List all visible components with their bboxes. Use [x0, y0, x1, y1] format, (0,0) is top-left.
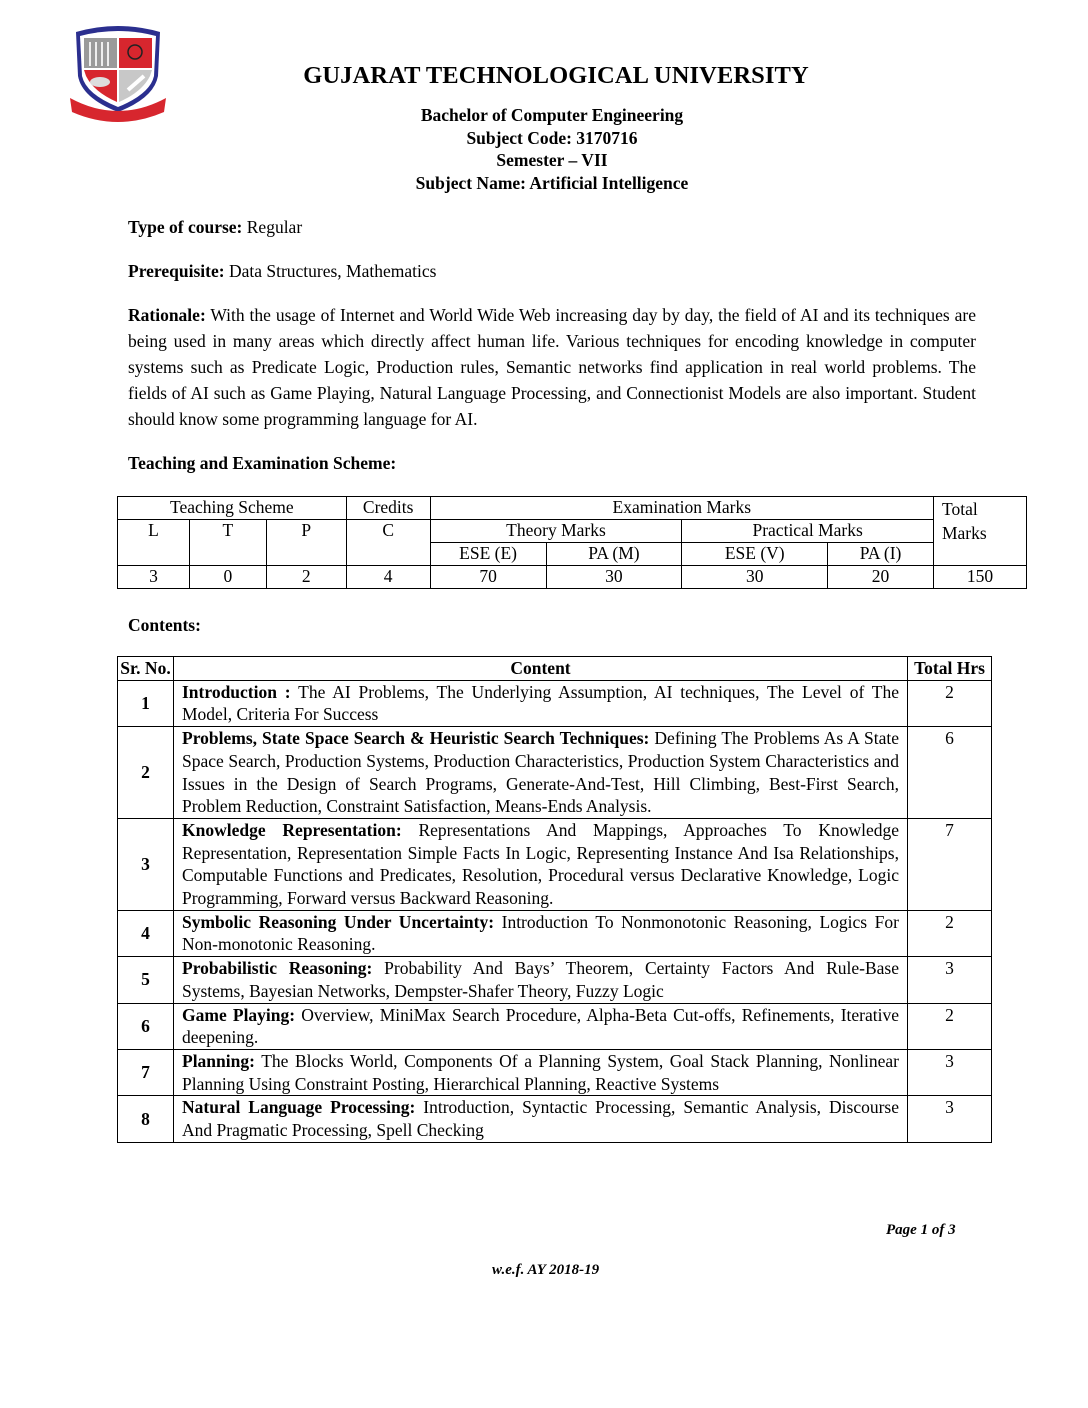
value-P: 2	[266, 566, 346, 589]
header-theory-marks: Theory Marks	[430, 520, 682, 543]
value-pa-i: 20	[828, 566, 934, 589]
row-text: Introduction, Syntactic Processing, Semantic Analysis, Discourse And Pragmatic Processing, Spell Checking	[182, 1097, 899, 1141]
header-P: P	[266, 520, 346, 566]
subject-header	[352, 104, 752, 194]
row-sr: 2	[118, 727, 174, 819]
row-hrs: 3	[908, 1049, 992, 1095]
row-content	[174, 910, 908, 956]
scheme-values-row	[118, 566, 1027, 589]
subject-code: Subject Code: 3170716	[466, 127, 638, 148]
row-title: Natural Language Processing:	[182, 1097, 416, 1118]
type-of-course	[128, 214, 976, 240]
row-text: The AI Problems, The Underlying Assumption, AI techniques, The Level of The Model, Criteria For Success	[182, 681, 899, 725]
row-title: Symbolic Reasoning Under Uncertainty:	[182, 911, 495, 932]
contents-table	[117, 656, 992, 1143]
row-hrs: 6	[908, 727, 992, 819]
row-content	[174, 727, 908, 819]
row-sr: 8	[118, 1096, 174, 1142]
row-content	[174, 680, 908, 726]
table-row	[118, 818, 992, 910]
prerequisite-label: Prerequisite:	[128, 261, 225, 281]
header-ese-e: ESE (E)	[430, 543, 546, 566]
header-total-marks: Total Marks	[933, 497, 1026, 566]
row-content	[174, 1003, 908, 1049]
row-sr: 6	[118, 1003, 174, 1049]
row-content	[174, 957, 908, 1003]
row-sr: 4	[118, 910, 174, 956]
rationale-text: With the usage of Internet and World Wide Web increasing day by day, the field of AI and its techniques are being used in many areas which directly affect human life. Various techniques for encoding knowledge in computer systems such as Predicate Logic, Production rules, Semantic networks find application in real world problems. The fields of AI such as Game Playing, Natural Language Processing, and Connectionist Models are also important. Student should know some programming language for AI.	[128, 305, 976, 429]
value-ese-e: 70	[430, 566, 546, 589]
row-sr: 5	[118, 957, 174, 1003]
value-total: 150	[933, 566, 1026, 589]
header-exam-marks: Examination Marks	[430, 497, 933, 520]
type-of-course-value: Regular	[242, 217, 303, 237]
value-T: 0	[189, 566, 266, 589]
column-total-hrs: Total Hrs	[908, 657, 992, 681]
page-number: Page 1 of 3	[886, 1222, 956, 1238]
teaching-exam-scheme-table	[117, 496, 1027, 589]
row-content	[174, 1096, 908, 1142]
table-row	[118, 680, 992, 726]
header-pa-m: PA (M)	[546, 543, 682, 566]
rationale-label: Rationale:	[128, 305, 206, 325]
header-ese-v: ESE (V)	[682, 543, 828, 566]
value-pa-m: 30	[546, 566, 682, 589]
row-text: Overview, MiniMax Search Procedure, Alpha-Beta Cut-offs, Refinements, Iterative deepening.	[182, 1004, 899, 1048]
row-content	[174, 818, 908, 910]
row-text: Representations And Mappings, Approaches To Knowledge Representation, Representation Simple Facts In Logic, Representing Instance And Isa Relationships, Computable Functions and Predicates, Resolution, Procedural versus Declarative Knowledge, Logic Programming, Forward versus Backward Reasoning.	[182, 819, 900, 909]
scheme-heading: Teaching and Examination Scheme:	[128, 453, 397, 473]
value-C: 4	[346, 566, 430, 589]
row-hrs: 7	[908, 818, 992, 910]
row-title: Introduction :	[182, 681, 291, 702]
row-title: Probabilistic Reasoning:	[182, 958, 373, 979]
value-ese-v: 30	[682, 566, 828, 589]
effective-year: w.e.f. AY 2018-19	[492, 1262, 600, 1278]
prerequisite-value: Data Structures, Mathematics	[224, 261, 437, 281]
contents-heading: Contents:	[128, 615, 201, 635]
header-practical-marks: Practical Marks	[682, 520, 934, 543]
column-content: Content	[174, 657, 908, 681]
row-hrs: 3	[908, 957, 992, 1003]
table-row	[118, 1003, 992, 1049]
header-credits: Credits	[346, 497, 430, 520]
row-hrs: 2	[908, 1003, 992, 1049]
gtu-crest-logo-icon	[66, 24, 170, 124]
row-hrs: 2	[908, 680, 992, 726]
row-content	[174, 1049, 908, 1095]
row-text: Defining The Problems As A State Space Search, Production Systems, Production Characteristics, Production System Characteristics and Issues in the Design of Search Programs, Generate-And-Test, Hill Climbing, Best-First Search, Problem Reduction, Constraint Satisfaction, Means-Ends Analysis.	[182, 728, 899, 817]
row-sr: 1	[118, 680, 174, 726]
row-sr: 7	[118, 1049, 174, 1095]
table-row	[118, 1096, 992, 1142]
program-name: Bachelor of Computer Engineering	[420, 105, 684, 125]
header-teaching-scheme: Teaching Scheme	[118, 497, 347, 520]
university-title: GUJARAT TECHNOLOGICAL UNIVERSITY	[303, 62, 809, 89]
semester: Semester – VII	[496, 150, 608, 170]
table-row	[118, 727, 992, 819]
row-text: The Blocks World, Components Of a Planning System, Goal Stack Planning, Nonlinear Planning Using Constraint Posting, Hierarchical Planning, Reactive Systems	[182, 1050, 899, 1094]
table-row	[118, 910, 992, 956]
row-title: Planning:	[182, 1050, 255, 1071]
header-L: L	[118, 520, 190, 566]
column-sr-no: Sr. No.	[118, 657, 174, 681]
header-pa-i: PA (I)	[828, 543, 934, 566]
subject-name: Subject Name: Artificial Intelligence	[415, 172, 689, 193]
header-C: C	[346, 520, 430, 566]
row-hrs: 3	[908, 1096, 992, 1142]
type-of-course-label: Type of course:	[128, 217, 243, 237]
row-text: Introduction To Nonmonotonic Reasoning, Logics For Non-monotonic Reasoning.	[182, 911, 899, 955]
rationale	[128, 302, 976, 432]
table-row	[118, 957, 992, 1003]
row-text: Probability And Bays’ Theorem, Certainty Factors And Rule-Base Systems, Bayesian Networks, Dempster-Shafer Theory, Fuzzy Logic	[182, 958, 899, 1001]
prerequisite	[128, 258, 976, 284]
header-T: T	[189, 520, 266, 566]
value-L: 3	[118, 566, 190, 589]
row-sr: 3	[118, 818, 174, 910]
row-title: Game Playing:	[182, 1004, 296, 1025]
row-hrs: 2	[908, 910, 992, 956]
row-title: Problems, State Space Search & Heuristic Search Techniques:	[182, 728, 650, 749]
row-title: Knowledge Representation:	[182, 819, 402, 840]
table-row	[118, 1049, 992, 1095]
